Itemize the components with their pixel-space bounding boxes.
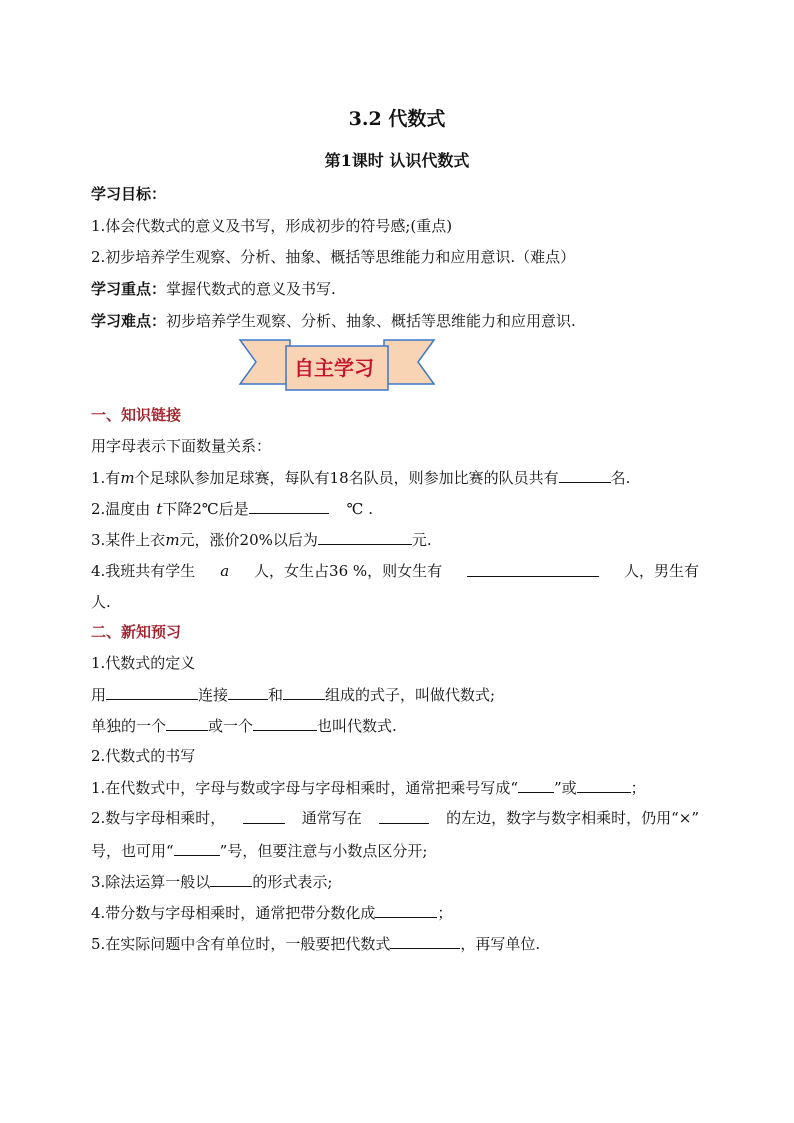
key-point-label: 学习重点： <box>91 280 167 298</box>
difficult-point-text: 初步培养学生观察、分析、抽象、概括等思维能力和应用意识. <box>166 312 576 330</box>
writing-rule-2-continued: 号，也可用“ ”号，但要注意与小数点区分开; <box>91 842 428 860</box>
writing-title: 2.代数式的书写 <box>91 747 196 765</box>
blank-field[interactable] <box>106 684 198 700</box>
objectives-heading: 学习目标： <box>91 185 167 203</box>
blank-field[interactable] <box>375 902 437 918</box>
blank-field[interactable] <box>166 715 208 731</box>
section1-heading: 一、知识链接 <box>91 406 182 424</box>
blank-field[interactable] <box>283 684 325 700</box>
blank-field[interactable] <box>390 933 460 949</box>
question-3: 3.某件上衣m元，涨价20%以后为 元. <box>91 531 432 549</box>
key-point-text: 掌握代数式的意义及书写. <box>166 280 336 298</box>
definition-line-1: 用 连接 和 组成的式子，叫做代数式; <box>91 686 496 704</box>
ribbon-right-tail <box>384 340 434 384</box>
question-4: 4.我班共有学生 a 人，女生占36 %，则女生有 人，男生有 <box>91 562 699 580</box>
banner-label: 自主学习 <box>294 356 374 380</box>
writing-rule-4: 4.带分数与字母相乘时，通常把带分数化成 ； <box>91 904 453 922</box>
blank-field[interactable] <box>210 871 252 887</box>
definition-title: 1.代数式的定义 <box>91 654 196 672</box>
blank-field[interactable] <box>228 684 268 700</box>
page-subtitle: 第1课时 认识代数式 <box>324 151 470 170</box>
page-title: 3.2 代数式 <box>348 108 446 130</box>
blank-field[interactable] <box>243 808 285 824</box>
writing-rule-2: 2.数与字母相乘时， 通常写在 的左边，数字与数字相乘时，仍用“×” <box>91 809 699 827</box>
objective-item-2: 2.初步培养学生观察、分析、抽象、概括等思维能力和应用意识.（难点） <box>91 248 576 266</box>
blank-field[interactable] <box>467 561 599 577</box>
blank-field[interactable] <box>174 840 220 856</box>
difficult-point <box>91 311 576 331</box>
definition-line-2: 单独的一个 或一个 也叫代数式. <box>91 717 397 735</box>
writing-rule-3: 3.除法运算一般以 的形式表示; <box>91 873 333 891</box>
blank-field[interactable] <box>249 498 329 514</box>
key-point <box>91 279 336 299</box>
blank-field[interactable] <box>318 529 412 545</box>
difficult-point-label: 学习难点： <box>91 312 167 330</box>
question-1: 1.有m个足球队参加足球赛，每队有18名队员，则参加比赛的队员共有 名. <box>91 469 631 487</box>
section1-intro: 用字母表示下面数量关系： <box>91 437 272 455</box>
writing-rule-1: 1.在代数式中，字母与数或字母与字母相乘时，通常把乘号写成“ ”或 ； <box>91 779 646 797</box>
blank-field[interactable] <box>577 777 631 793</box>
objective-item-1: 1.体会代数式的意义及书写，形成初步的符号感;(重点) <box>91 217 453 235</box>
section2-heading: 二、新知预习 <box>91 623 182 641</box>
writing-rule-5: 5.在实际问题中含有单位时，一般要把代数式 ，再写单位. <box>91 935 541 953</box>
blank-field[interactable] <box>518 777 554 793</box>
blank-field[interactable] <box>559 467 611 483</box>
blank-field[interactable] <box>253 715 317 731</box>
question-2: 2.温度由 t下降2℃后是 ℃ . <box>91 500 373 518</box>
ribbon-left-tail <box>240 340 290 384</box>
blank-field[interactable] <box>379 808 429 824</box>
question-4-continued: 人. <box>91 593 111 611</box>
